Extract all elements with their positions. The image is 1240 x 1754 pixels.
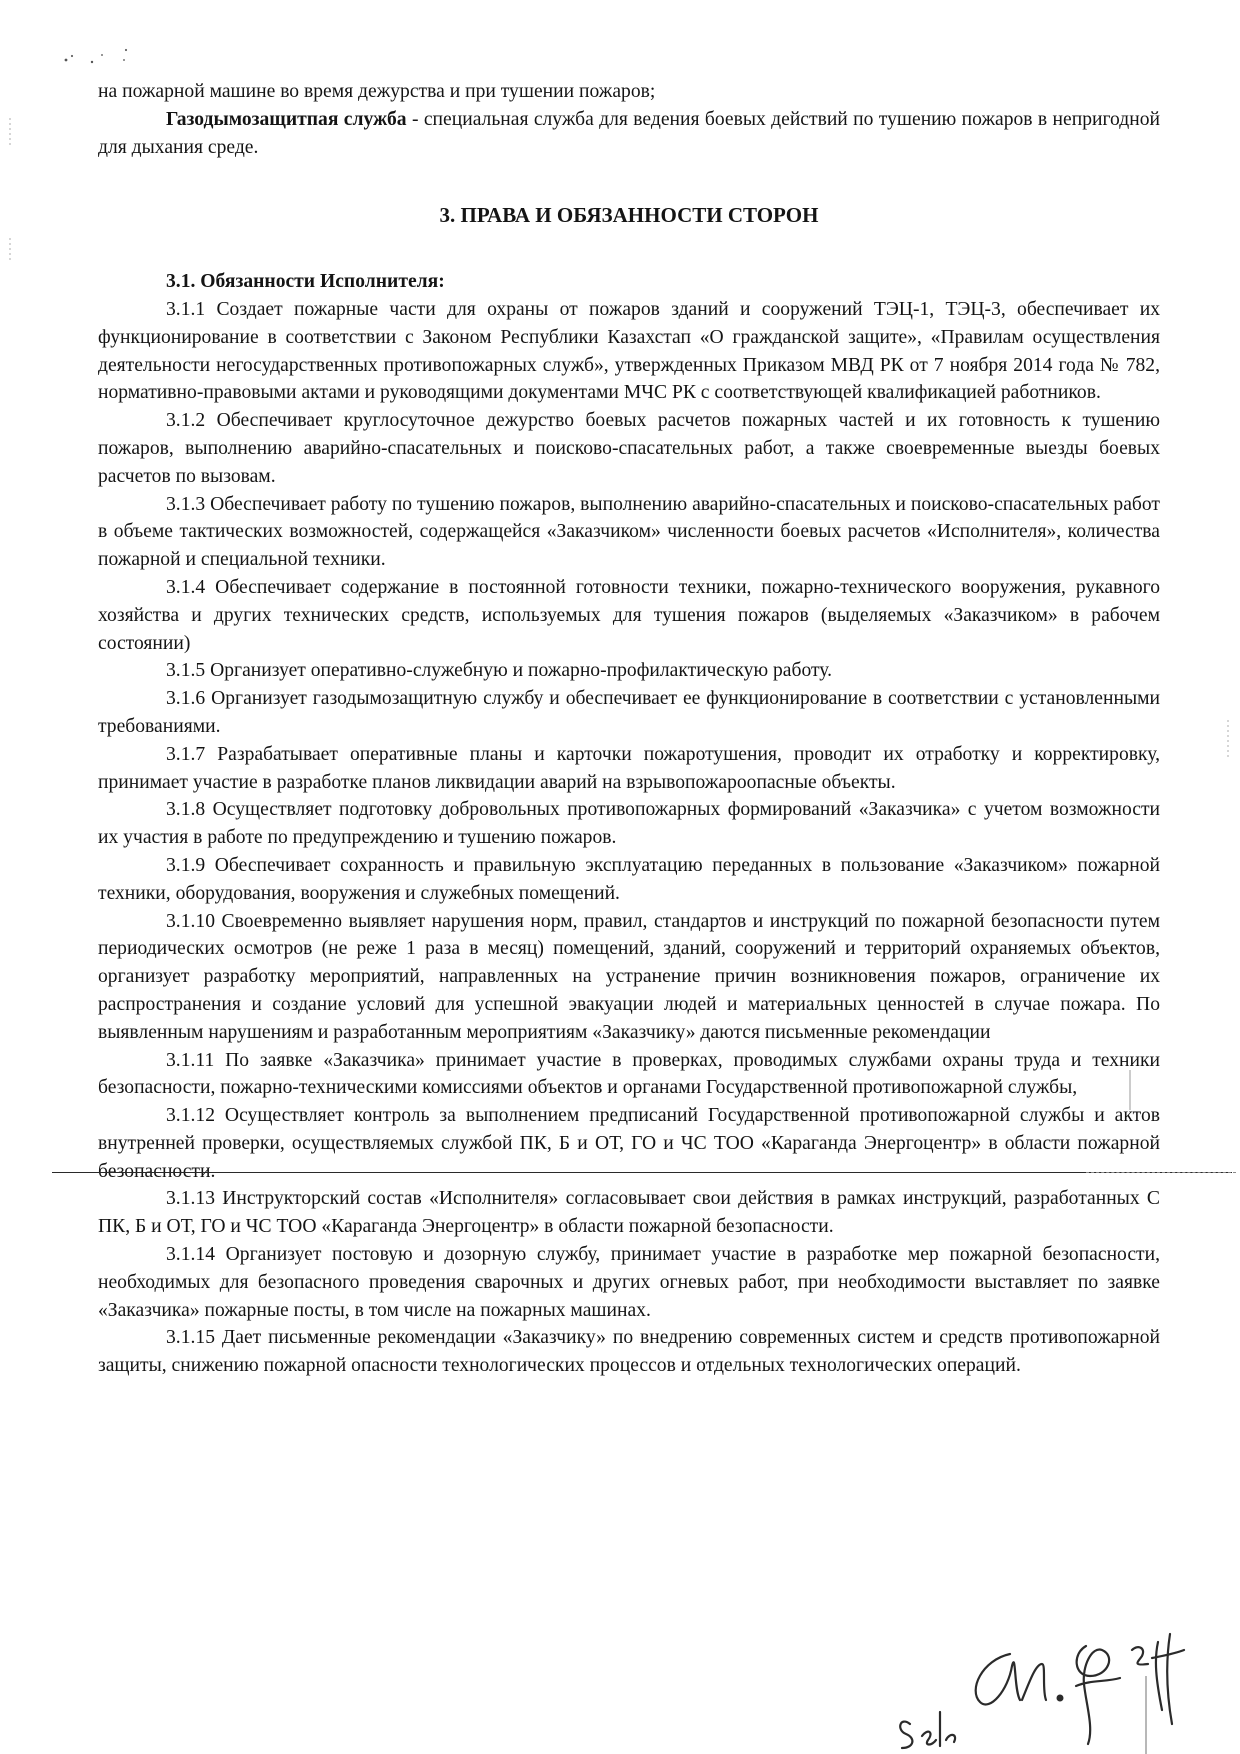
clause-3-1-3: 3.1.3 Обеспечивает работу по тушению пожаров, выполнению аварийно-спасательных и поисково-спасательных работ в объеме тактических возможностей, содержащейся «Заказчиком» численности боевых расчетов «Исполнителя», количества пожарной и специальной техники. bbox=[98, 493, 1160, 571]
gas-service-text: - специальная служба для ведения боевых действий по тушению пожаров в непригодной для дыхания среде. bbox=[98, 108, 1160, 158]
clause-3-1-5: 3.1.5 Организует оперативно-служебную и пожарно-профилактическую работу. bbox=[166, 660, 833, 682]
clause-3-1-15: 3.1.15 Дает письменные рекомендации «Заказчику» по внедрению современных систем и средств противопожарной защиты, снижению пожарной опасности технологических процессов и отдельных технологических операций. bbox=[98, 1327, 1160, 1377]
clause-3-1-11: 3.1.11 По заявке «Заказчика» принимает участие в проверках, проводимых службами охраны труда и техники безопасности, пожарно-техническими комиссиями объектов и органами Государственной противопожарной службы, bbox=[98, 1049, 1160, 1099]
clause-3-1-10: 3.1.10 Своевременно выявляет нарушения норм, правил, стандартов и инструкций по пожарной безопасности путем периодических осмотров (не реже 1 раза в месяц) помещений, зданий, сооружений и территорий охраняемых объектов, организует разработку мероприятий, направленных на устранение причин возникновения пожаров, ограничение их распространения и создание условий для успешной эвакуации людей и материальных ценностей в случае пожара. По выявленным нарушениям и разработанным мероприятиям «Заказчику» даются письменные рекомендации bbox=[98, 910, 1160, 1043]
gas-service-term: Газодымозащитпая служба bbox=[166, 108, 407, 130]
clause-3-1-12: 3.1.12 Осуществляет контроль за выполнением предписаний Государственной противопожарной службы и актов внутренней проверки, осуществляемых службой ПК, Б и ОТ, ГО и ЧС ТОО «Караганда Энергоцентр» в области пожарной безопасности. bbox=[98, 1105, 1160, 1182]
scan-fold-line bbox=[52, 1172, 1232, 1173]
section-title: 3. ПРАВА И ОБЯЗАННОСТИ СТОРОН bbox=[439, 203, 819, 228]
handwritten-signature bbox=[870, 1620, 1210, 1754]
scan-fold-line-tail bbox=[1086, 1172, 1236, 1173]
clause-3-1-1: 3.1.1 Создает пожарные части для охраны от пожаров зданий и сооружений ТЭЦ-1, ТЭЦ-3, обеспечивает их функционирование в соответствии с Законом Республики Казахстап «О гражданской защите», «Правилам осуществления деятельности негосударственных противопожарных служб», утвержденных Приказом МВД РК от 7 ноября 2014 года № 782, нормативно-правовыми актами и руководящими документами МЧС РК с соответствующей квалификацией работников. bbox=[98, 298, 1160, 404]
clause-3-1-13: 3.1.13 Инструкторский состав «Исполнителя» согласовывает свои действия в рамках инструкций, разработанных С ПК, Б и ОТ, ГО и ЧС ТОО «Караганда Энергоцентр» в области пожарной безопасности. bbox=[98, 1188, 1160, 1238]
clause-3-1-7: 3.1.7 Разрабатывает оперативные планы и карточки пожаротушения, проводит их отработку и корректировку, принимает участие в разработке планов ликвидации аварий на взрывопожароопасные объекты. bbox=[98, 743, 1160, 793]
clause-3-1-4: 3.1.4 Обеспечивает содержание в постоянной готовности техники, пожарно-технического вооружения, рукавного хозяйства и других технических средств, используемых для тушения пожаров (выделяемых «Заказчиком» в рабочем состоянии) bbox=[98, 576, 1160, 654]
clause-3-1-14: 3.1.14 Организует постовую и дозорную службу, принимает участие в разработке мер пожарной безопасности, необходимых для безопасного проведения сварочных и других огневых работ, при необходимости выставляет по заявке «Заказчика» пожарные посты, в том числе на пожарных машинах. bbox=[98, 1244, 1160, 1321]
gas-service-definition bbox=[98, 106, 1160, 162]
subsection-title: 3.1. Обязанности Исполнителя: bbox=[166, 271, 445, 293]
clause-3-1-2: 3.1.2 Обеспечивает круглосуточное дежурство боевых расчетов пожарных частей и их готовность к тушению пожаров, выполнению аварийно-спасательных и поисково-спасательных работ, а также своевременные выезды боевых расчетов по вызовам. bbox=[98, 410, 1160, 487]
clause-3-1-6: 3.1.6 Организует газодымозащитную службу и обеспечивает ее функционирование в соответствии с установленными требованиями. bbox=[98, 688, 1160, 737]
document-page bbox=[98, 78, 1160, 1380]
clause-3-1-8: 3.1.8 Осуществляет подготовку добровольных противопожарных формирований «Заказчика» с учетом возможности их участия в работе по предупреждению и тушению пожаров. bbox=[98, 799, 1160, 849]
intro-line: на пожарной машине во время дежурства и при тушении пожаров; bbox=[98, 81, 656, 102]
clause-3-1-9: 3.1.9 Обеспечивает сохранность и правильную эксплуатацию переданных в пользование «Заказчиком» пожарной техники, оборудования, вооружения и служебных помещений. bbox=[98, 854, 1160, 904]
